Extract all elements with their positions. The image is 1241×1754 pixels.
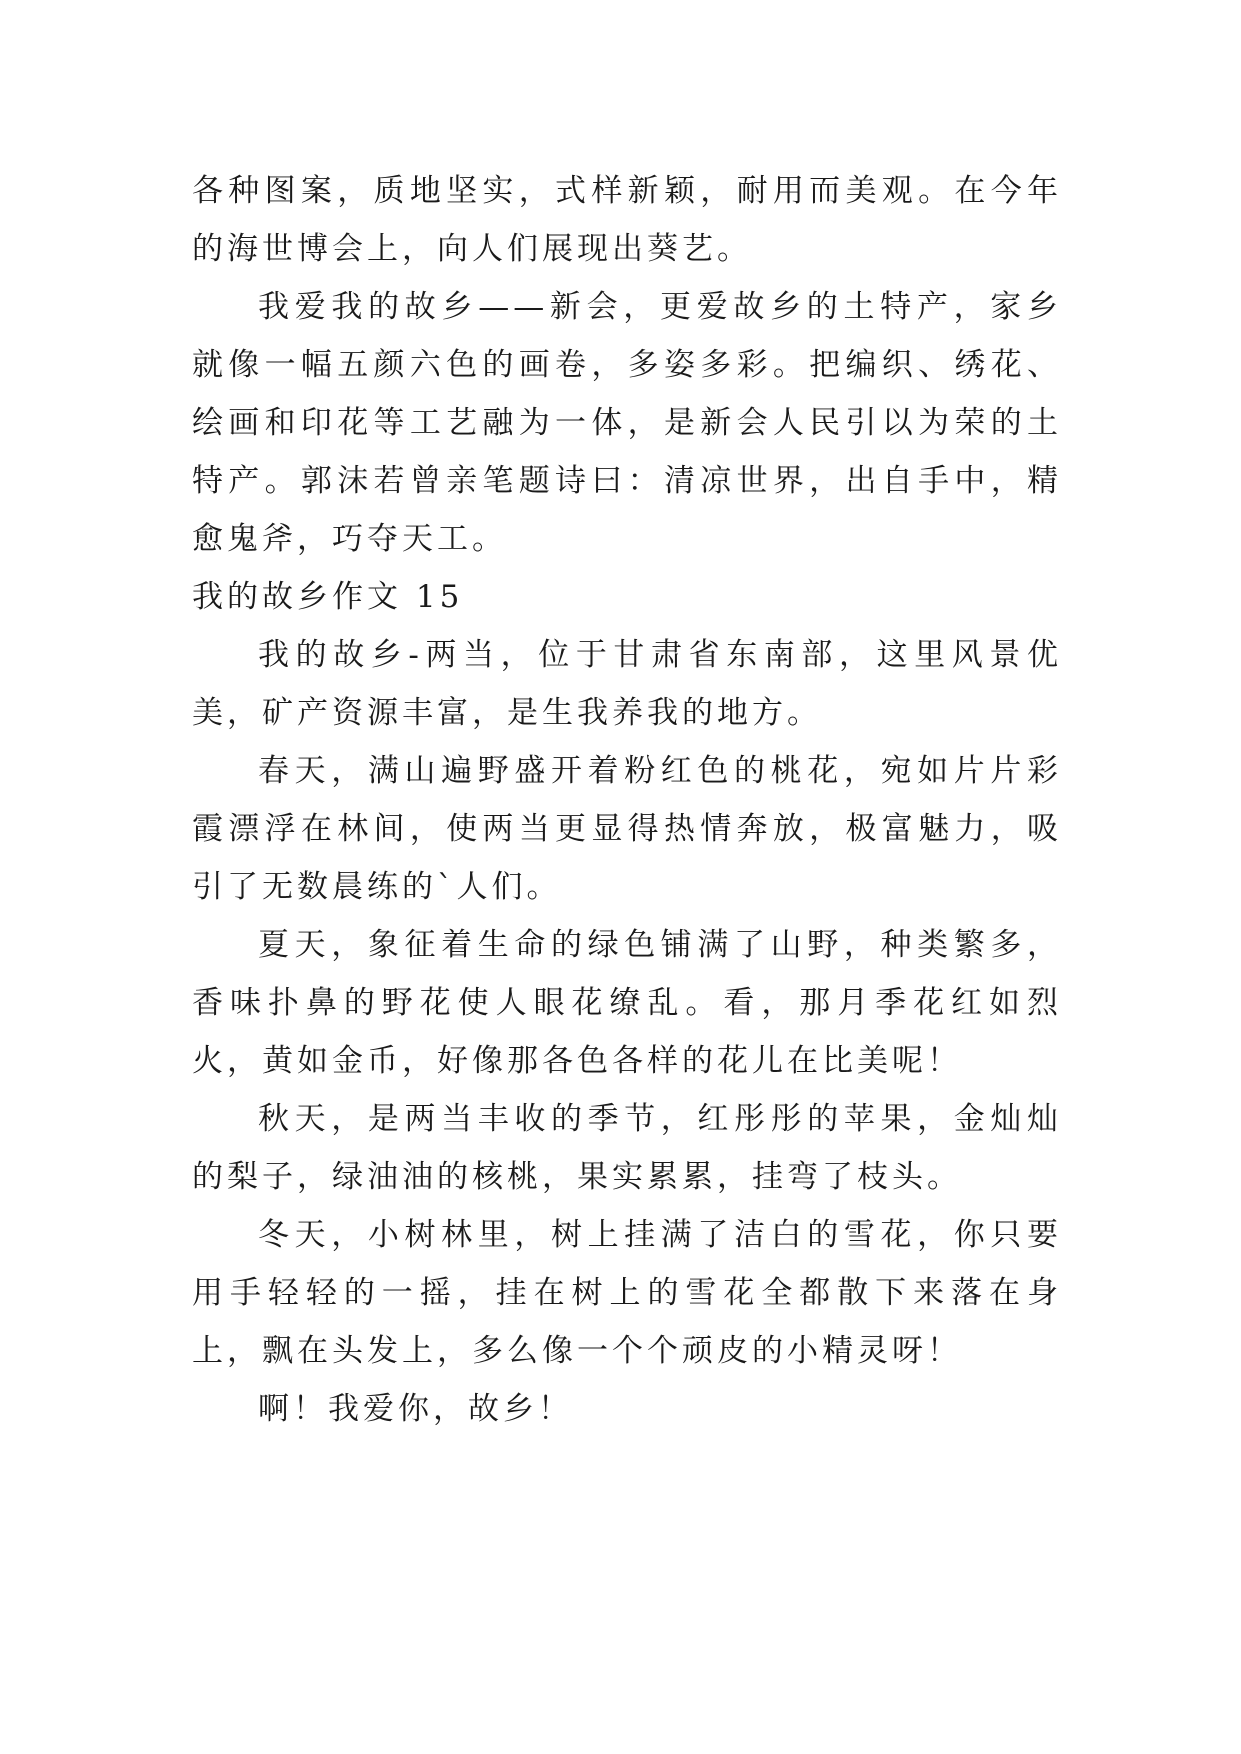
paragraph-7: 冬天，小树林里，树上挂满了洁白的雪花，你只要用手轻轻的一摇，挂在树上的雪花全都散下来落在身上，飘在头发上，多么像一个个顽皮的小精灵呀！ (192, 1217, 1062, 1369)
paragraph-8: 啊！我爱你，故乡！ (258, 1391, 573, 1427)
paragraph-6: 秋天，是两当丰收的季节，红彤彤的苹果，金灿灿的梨子，绿油油的核桃，果实累累，挂弯了枝头。 (192, 1101, 1062, 1195)
paragraph-2: 我爱我的故乡——新会，更爱故乡的土特产，家乡就像一幅五颜六色的画卷，多姿多彩。把编织、绣花、绘画和印花等工艺融为一体，是新会人民引以为荣的土特产。郭沫若曾亲笔题诗曰：清凉世界，出自手中，精愈鬼斧，巧夺天工。 (192, 289, 1062, 557)
paragraph-4: 春天，满山遍野盛开着粉红色的桃花，宛如片片彩霞漂浮在林间，使两当更显得热情奔放，极富魅力，吸引了无数晨练的`人们。 (192, 753, 1062, 905)
paragraph-3: 我的故乡-两当，位于甘肃省东南部，这里风景优美，矿产资源丰富，是生我养我的地方。 (192, 637, 1062, 731)
document-body (192, 162, 1062, 1438)
essay-title: 我的故乡作文 15 (192, 579, 464, 615)
paragraph-1: 各种图案，质地坚实，式样新颖，耐用而美观。在今年的海世博会上，向人们展现出葵艺。 (192, 173, 1062, 267)
paragraph-5: 夏天，象征着生命的绿色铺满了山野，种类繁多，香味扑鼻的野花使人眼花缭乱。看，那月季花红如烈火，黄如金币，好像那各色各样的花儿在比美呢！ (192, 927, 1062, 1079)
